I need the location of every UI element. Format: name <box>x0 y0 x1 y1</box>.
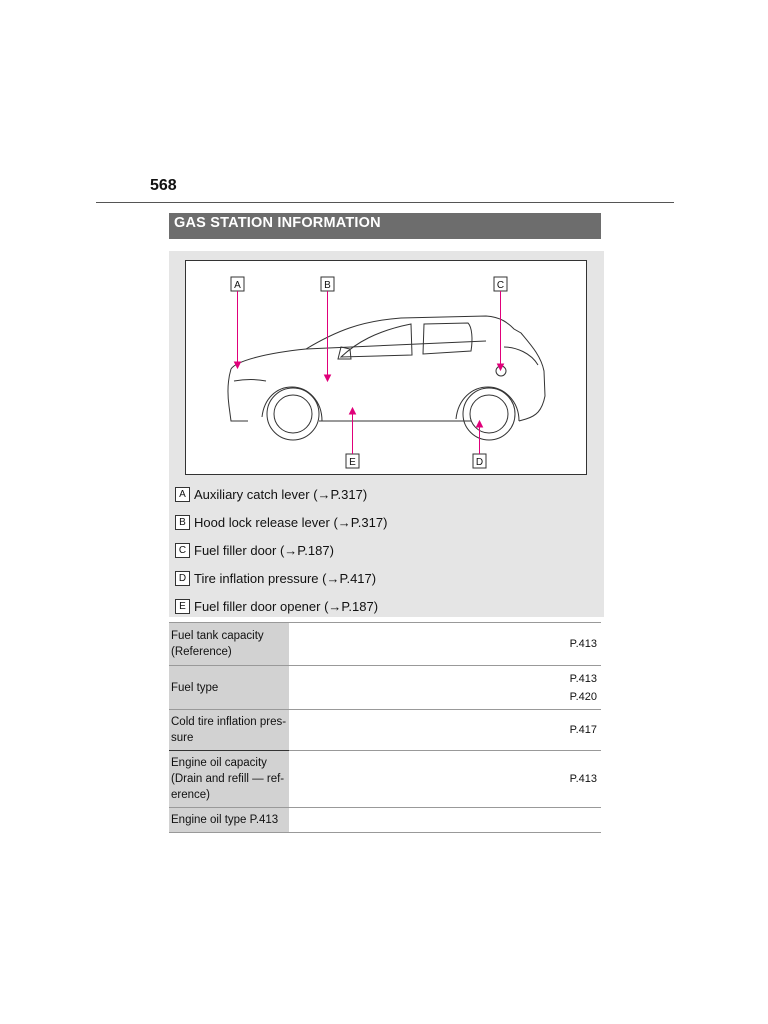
label-line: Engine oil capacity <box>171 757 267 769</box>
page-ref-link[interactable]: P.413 <box>569 638 597 650</box>
table-row <box>169 666 601 710</box>
label-line: Cold tire inflation pres- <box>171 716 287 728</box>
row-label <box>169 710 289 751</box>
callout-c: C <box>496 280 505 291</box>
legend-letter: D <box>175 571 190 586</box>
wheels <box>267 388 515 440</box>
label-line: Engine oil type P.413 <box>171 814 279 826</box>
header-rule <box>96 202 674 203</box>
row-refs <box>289 808 601 833</box>
label-line: Fuel type <box>171 681 219 694</box>
label-line: sure <box>171 732 194 744</box>
legend-item-e <box>175 592 595 620</box>
legend-text: Fuel filler door opener (→P.187) <box>194 598 379 614</box>
callout-a: A <box>234 280 241 291</box>
callout-b: B <box>324 280 331 291</box>
legend-text: Hood lock release lever (→P.317) <box>194 514 388 530</box>
callout-legend <box>175 480 595 620</box>
car-outline <box>228 316 545 421</box>
callout-e: E <box>349 457 356 468</box>
section-title: GAS STATION INFORMATION <box>169 213 601 239</box>
table-row <box>169 710 601 751</box>
legend-text: Auxiliary catch lever (→P.317) <box>194 486 368 502</box>
legend-text: Fuel filler door (→P.187) <box>194 542 334 558</box>
row-refs <box>289 623 601 666</box>
row-refs <box>289 710 601 751</box>
label-line: Fuel tank capacity <box>171 630 264 642</box>
legend-item-d <box>175 564 595 592</box>
legend-item-b <box>175 508 595 536</box>
vehicle-illustration <box>186 261 588 476</box>
page-ref-link[interactable]: P.420 <box>569 690 597 703</box>
page-ref-link[interactable]: P.417 <box>569 724 597 736</box>
leader-arrows <box>235 291 504 454</box>
table-row <box>169 808 601 833</box>
row-label <box>169 623 289 666</box>
row-refs <box>289 666 601 710</box>
legend-letter: C <box>175 543 190 558</box>
page-ref-link[interactable]: P.413 <box>569 773 597 785</box>
info-table <box>169 622 601 833</box>
table-row <box>169 751 601 808</box>
legend-item-c <box>175 536 595 564</box>
legend-letter: B <box>175 515 190 530</box>
legend-letter: A <box>175 487 190 502</box>
legend-item-a <box>175 480 595 508</box>
table-row <box>169 623 601 666</box>
label-line: erence) <box>171 789 210 801</box>
page-ref-link[interactable]: P.413 <box>569 672 597 685</box>
row-refs <box>289 751 601 808</box>
vehicle-diagram <box>185 260 587 475</box>
callout-d: D <box>475 457 484 468</box>
label-line: (Drain and refill — ref- <box>171 773 285 785</box>
legend-letter: E <box>175 599 190 614</box>
label-line: (Reference) <box>171 646 232 658</box>
row-label <box>169 666 289 710</box>
row-label <box>169 808 289 833</box>
page-number: 568 <box>150 177 177 194</box>
legend-text: Tire inflation pressure (→P.417) <box>194 570 377 586</box>
row-label <box>169 751 289 808</box>
